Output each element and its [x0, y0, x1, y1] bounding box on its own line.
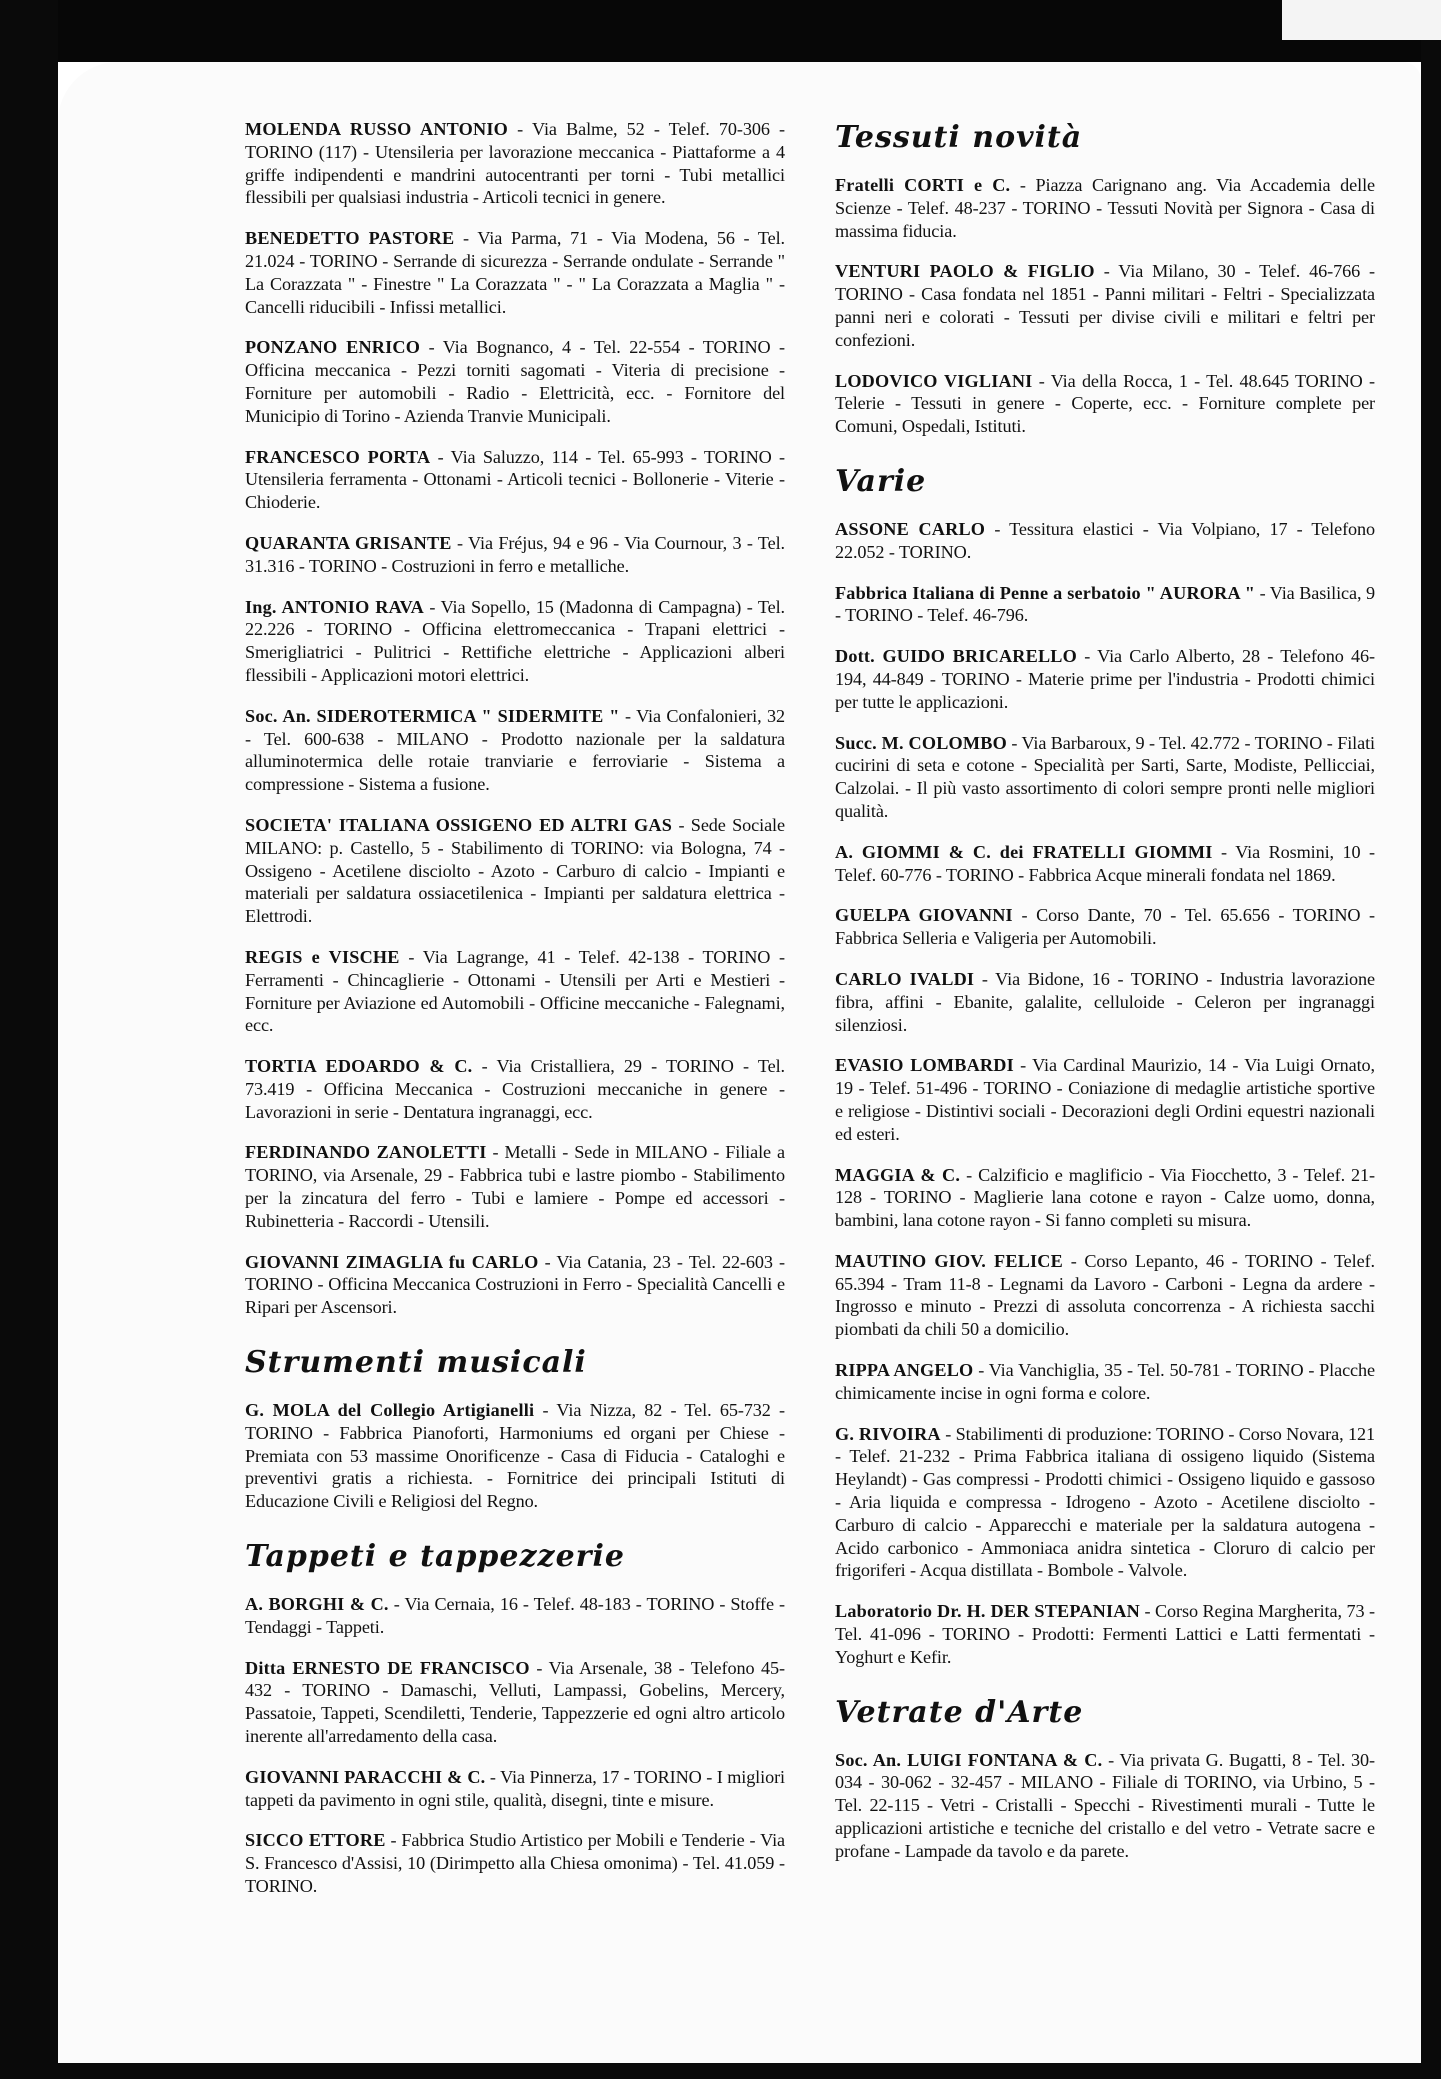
entry-company-name: Laboratorio Dr. H. DER STEPANIAN [835, 1601, 1140, 1622]
entry-company-name: LODOVICO VIGLIANI [835, 370, 1033, 391]
directory-entry [835, 904, 1375, 950]
section-heading-varie: Varie [835, 463, 927, 499]
directory-entry [835, 1164, 1375, 1232]
directory-entry [245, 1251, 785, 1319]
entry-company-name: MOLENDA RUSSO ANTONIO [245, 119, 508, 139]
entry-company-name: PONZANO ENRICO [245, 337, 421, 358]
entry-description: - Via Barbaroux, 9 - Tel. 42.772 - TORINO - Filati cucirini di seta e cotone - Specialità per Sarti, Sarte, Modiste, Pellicciai, Calzolai. - Il più vasto assortimento di colori sempre pronti nelle migliori qualità. [835, 732, 1375, 821]
directory-entry [835, 645, 1375, 713]
entry-company-name: EVASIO LOMBARDI [835, 1055, 1014, 1076]
entry-company-name: Fratelli CORTI e C. [835, 175, 1011, 195]
entry-company-name: CARLO IVALDI [835, 968, 975, 989]
entry-description: - Via privata G. Bugatti, 8 - Tel. 30-034 - 30-062 - 32-457 - MILANO - Filiale di TORINO, via Urbino, 5 - Tel. 22-115 - Vetri - Cristalli - Specchi - Rivestimenti murali - Tutte le applicazioni artistiche e tecniche del cristallo e del vetro - Vetrate sacre e profane - Lampade da tavolo e da parete. [835, 1749, 1375, 1861]
directory-entry [245, 1766, 785, 1812]
entry-description: - Via Bidone, 16 - TORINO - Industria lavorazione fibra, affini - Ebanite, galalite, celluloide - Celeron per ingranaggi silenziosi. [835, 968, 1375, 1035]
entry-description: - Tessitura elastici - Via Volpiano, 17 - Telefono 22.052 - TORINO. [835, 518, 1376, 562]
entry-description: - Via Milano, 30 - Telef. 46-766 - TORINO - Casa fondata nel 1851 - Panni militari - Feltri - Specializzata panni neri e colorati - Tessuti per divise civili e militari e feltri per confezioni. [835, 261, 1376, 350]
right-column [835, 118, 1375, 1881]
entry-company-name: FERDINANDO ZANOLETTI [245, 1142, 487, 1163]
entry-description: - Via della Rocca, 1 - Tel. 48.645 TORINO - Telerie - Tessuti in genere - Coperte, ecc. - Forniture complete per Comuni, Ospedali, Istituti. [835, 370, 1375, 437]
directory-entry [245, 1593, 785, 1639]
directory-entry [245, 1055, 785, 1123]
entry-company-name: Soc. An. LUIGI FONTANA & C. [835, 1749, 1103, 1770]
scan-border-right [1421, 0, 1441, 2079]
directory-entry [245, 1829, 785, 1897]
scan-border-bottom [0, 2063, 1441, 2079]
entry-company-name: Soc. An. SIDEROTERMICA " SIDERMITE " [245, 705, 620, 726]
entry-company-name: Dott. GUIDO BRICARELLO [835, 646, 1077, 667]
entry-company-name: Ing. ANTONIO RAVA [245, 596, 424, 617]
entry-description: - Via Vanchiglia, 35 - Tel. 50-781 - TORINO - Placche chimicamente incise in ogni forma e colore. [835, 1360, 1375, 1403]
directory-entry [245, 446, 785, 514]
entry-company-name: REGIS e VISCHE [245, 946, 400, 967]
directory-entry [245, 1399, 785, 1513]
directory-entry [245, 1141, 785, 1232]
entry-company-name: MAUTINO GIOV. FELICE [835, 1250, 1063, 1271]
entry-company-name: MAGGIA & C. [835, 1164, 961, 1185]
entry-description: - Via Arsenale, 38 - Telefono 45-432 - TORINO - Damaschi, Velluti, Lampassi, Gobelins, Mercery, Passatoie, Tappeti, Scendiletti, Tenderie, Tappezzerie ed ogni altro articolo inerente all'arredamento della casa. [245, 1657, 785, 1747]
directory-entry [835, 518, 1375, 564]
entry-description: - Via Pinnerza, 17 - TORINO - I migliori tappeti da pavimento in ogni stile, qualità, disegni, tinte e misure. [245, 1766, 785, 1810]
scan-border-top [0, 0, 1441, 62]
entry-company-name: Fabbrica Italiana di Penne a serbatoio " AURORA " [835, 582, 1255, 603]
entry-company-name: GIOVANNI PARACCHI & C. [245, 1766, 486, 1787]
entry-description: - Via Saluzzo, 114 - Tel. 65-993 - TORINO - Utensileria ferramenta - Ottonami - Articoli tecnici - Bollonerie - Viterie - Chioderie. [245, 446, 785, 513]
entry-company-name: TORTIA EDOARDO & C. [245, 1056, 473, 1077]
entry-description: - Via Rosmini, 10 - Telef. 60-776 - TORINO - Fabbrica Acque minerali fondata nel 1869. [835, 841, 1375, 885]
entry-description: - Calzificio e maglificio - Via Fiocchetto, 3 - Telef. 21-128 - TORINO - Maglierie lana cotone e rayon - Calze uomo, donna, bambini, lana cotone rayon - Si fanno completi su misura. [835, 1164, 1375, 1231]
entry-description: - Via Nizza, 82 - Tel. 65-732 - TORINO - Fabbrica Pianoforti, Harmoniums ed organi per Chiese - Premiata con 53 massime Onorificenze - Casa di Fiducia - Cataloghi e preventivi gratis a richiesta. - Fornitrice dei principali Istituti di Educazione Civili e Religiosi del Regno. [245, 1400, 785, 1512]
entry-company-name: G. RIVOIRA [835, 1423, 941, 1444]
entry-company-name: QUARANTA GRISANTE [245, 532, 452, 553]
section-heading-vetrate-d-arte: Vetrate d'Arte [835, 1694, 1084, 1730]
entry-description: - Fabbrica Studio Artistico per Mobili e Tenderie - Via S. Francesco d'Assisi, 10 (Dirimpetto alla Chiesa omonima) - Tel. 41.059 - TORINO. [245, 1830, 785, 1897]
directory-entry [835, 1749, 1375, 1863]
entry-description: - Corso Lepanto, 46 - TORINO - Telef. 65.394 - Tram 11-8 - Legnami da Lavoro - Carboni - Legna da ardere - Ingrosso e minuto - Prezzi di assoluta concorrenza - A richiesta sacchi piombati da chili 50 a domicilio. [835, 1250, 1375, 1340]
entry-company-name: ASSONE CARLO [835, 518, 986, 539]
directory-entry [835, 841, 1375, 887]
entry-company-name: VENTURI PAOLO & FIGLIO [835, 261, 1095, 282]
entry-description: - Sede Sociale MILANO: p. Castello, 5 - Stabilimento di TORINO: via Bologna, 74 - Ossigeno - Acetilene disciolto - Azoto - Carburo di calcio - Impianti e materiali per saldatura ossiacetilenica - Impianti per saldatura elettrica - Elettrodi. [245, 814, 785, 927]
entry-description: - Via Sopello, 15 (Madonna di Campagna) - Tel. 22.226 - TORINO - Officina elettromeccanica - Trapani elettrici - Smerigliatrici - Pulitrici - Rettifiche elettriche - Applicazioni alberi flessibili - Applicazioni motori elettrici. [245, 596, 785, 685]
entry-description: - Via Balme, 52 - Telef. 70-306 - TORINO (117) - Utensileria per lavorazione meccanica - Piattaforme a 4 griffe indipendenti e mandrini autocentranti per torni - Tubi metallici flessibili per qualsiasi industria - Articoli tecnici in genere. [245, 119, 785, 208]
directory-entry [245, 118, 785, 209]
entry-description: - Via Catania, 23 - Tel. 22-603 - TORINO - Officina Meccanica Costruzioni in Ferro - Specialità Cancelli e Ripari per Ascensori. [245, 1251, 785, 1318]
directory-entry [245, 336, 785, 427]
section-heading-tessuti-novit: Tessuti novità [835, 120, 1083, 155]
scan-corner-notch [1282, 0, 1441, 40]
entry-description: - Stabilimenti di produzione: TORINO - Corso Novara, 121 - Telef. 21-232 - Prima Fabbrica italiana di ossigeno liquido (Sistema Heylandt) - Gas compressi - Prodotti chimici - Ossigeno liquido e gassoso - Aria liquida e compressa - Idrogeno - Azoto - Acetilene disciolto - Carburo di calcio - Apparecchi e materiale per la saldatura autogena - Acido carbonico - Ammoniaca anidra sintetica - Cloruro di calcio per frigoriferi - Acqua distillata - Bombole - Valvole. [835, 1423, 1375, 1581]
directory-entry [245, 814, 785, 928]
entry-company-name: RIPPA ANGELO [835, 1360, 974, 1381]
entry-company-name: GUELPA GIOVANNI [835, 905, 1013, 926]
directory-entry [835, 582, 1375, 628]
directory-entry [835, 1250, 1375, 1341]
entry-description: - Via Cernaia, 16 - Telef. 48-183 - TORINO - Stoffe - Tendaggi - Tappeti. [245, 1594, 785, 1637]
entry-company-name: Succ. M. COLOMBO [835, 732, 1007, 753]
entry-description: - Via Carlo Alberto, 28 - Telefono 46-194, 44-849 - TORINO - Materie prime per l'industria - Prodotti chimici per tutte le applicazioni. [835, 646, 1375, 712]
directory-entry [835, 1423, 1375, 1583]
directory-entry [835, 1359, 1375, 1405]
entry-company-name: Ditta ERNESTO DE FRANCISCO [245, 1657, 530, 1678]
entry-description: - Via Confalonieri, 32 - Tel. 600-638 - MILANO - Prodotto nazionale per la saldatura alluminotermica delle rotaie tranviarie e ferroviarie - Sistema a compressione - Sistema a fusione. [245, 705, 785, 795]
directory-entry [245, 1657, 785, 1748]
entry-description: - Piazza Carignano ang. Via Accademia delle Scienze - Telef. 48-237 - TORINO - Tessuti Novità per Signora - Casa di massima fiducia. [835, 175, 1375, 241]
entry-description: - Via Cristalliera, 29 - TORINO - Tel. 73.419 - Officina Meccanica - Costruzioni meccaniche in genere - Lavorazioni in serie - Dentatura ingranaggi, ecc. [245, 1056, 785, 1122]
entry-description: - Via Lagrange, 41 - Telef. 42-138 - TORINO - Ferramenti - Chincaglierie - Ottonami - Utensili per Arti e Mestieri - Forniture per Aviazione ed Automobili - Officine meccaniche - Falegnami, ecc. [245, 946, 786, 1036]
directory-entry [245, 227, 785, 318]
directory-entry [245, 946, 785, 1037]
left-column [245, 118, 785, 1916]
entry-description: - Via Basilica, 9 - TORINO - Telef. 46-796. [835, 582, 1375, 626]
entry-description: - Corso Regina Margherita, 73 - Tel. 41-096 - TORINO - Prodotti: Fermenti Lattici e Latti fermentati - Yoghurt e Kefir. [835, 1601, 1375, 1667]
directory-entry [245, 596, 785, 687]
entry-description: - Via Parma, 71 - Via Modena, 56 - Tel. 21.024 - TORINO - Serrande di sicurezza - Serrande ondulate - Serrande " La Corazzata " - Finestre " La Corazzata " - " La Corazzata a Maglia " - Cancelli riducibili - Infissi metallici. [245, 228, 785, 317]
section-heading-strumenti-musicali: Strumenti musicali [245, 1345, 587, 1381]
entry-company-name: GIOVANNI ZIMAGLIA fu CARLO [245, 1251, 539, 1272]
entry-company-name: BENEDETTO PASTORE [245, 228, 455, 249]
entry-company-name: G. MOLA del Collegio Artigianelli [245, 1400, 535, 1421]
scan-border-left [0, 0, 58, 2079]
entry-company-name: A. BORGHI & C. [245, 1594, 389, 1615]
directory-entry [835, 370, 1375, 438]
directory-entry [835, 260, 1375, 351]
section-heading-tappeti-e-tappezzerie: Tappeti e tappezzerie [245, 1539, 625, 1575]
entry-description: - Via Bognanco, 4 - Tel. 22-554 - TORINO - Officina meccanica - Pezzi torniti sagomati - Viteria di precisione - Forniture per automobili - Radio - Elettricità, ecc. - Fornitore del Municipio di Torino - Azienda Tranvie Municipali. [245, 337, 786, 426]
directory-entry [835, 174, 1375, 242]
directory-entry [835, 1600, 1375, 1668]
entry-description: - Corso Dante, 70 - Tel. 65.656 - TORINO - Fabbrica Selleria e Valigeria per Automobili. [835, 905, 1376, 949]
entry-company-name: SOCIETA' ITALIANA OSSIGENO ED ALTRI GAS [245, 814, 673, 835]
directory-entry [245, 705, 785, 796]
entry-description: - Via Fréjus, 94 e 96 - Via Cournour, 3 - Tel. 31.316 - TORINO - Costruzioni in ferro e metalliche. [245, 532, 785, 576]
entry-description: - Via Cardinal Maurizio, 14 - Via Luigi Ornato, 19 - Telef. 51-496 - TORINO - Coniazione di medaglie artistiche sportive e religiose - Distintivi sociali - Decorazioni degli Ordini equestri nazionali ed esteri. [835, 1055, 1375, 1144]
directory-entry [835, 1054, 1375, 1145]
directory-entry [835, 968, 1375, 1036]
entry-company-name: A. GIOMMI & C. dei FRATELLI GIOMMI [835, 841, 1213, 862]
entry-company-name: SICCO ETTORE [245, 1830, 386, 1851]
entry-company-name: FRANCESCO PORTA [245, 446, 431, 467]
directory-entry [835, 732, 1375, 823]
entry-description: - Metalli - Sede in MILANO - Filiale a TORINO, via Arsenale, 29 - Fabbrica tubi e lastre piombo - Stabilimento per la zincatura del ferro - Tubi e lamiere - Pompe ed accessori - Rubinetteria - Raccordi - Utensili. [245, 1142, 786, 1231]
directory-entry [245, 532, 785, 578]
